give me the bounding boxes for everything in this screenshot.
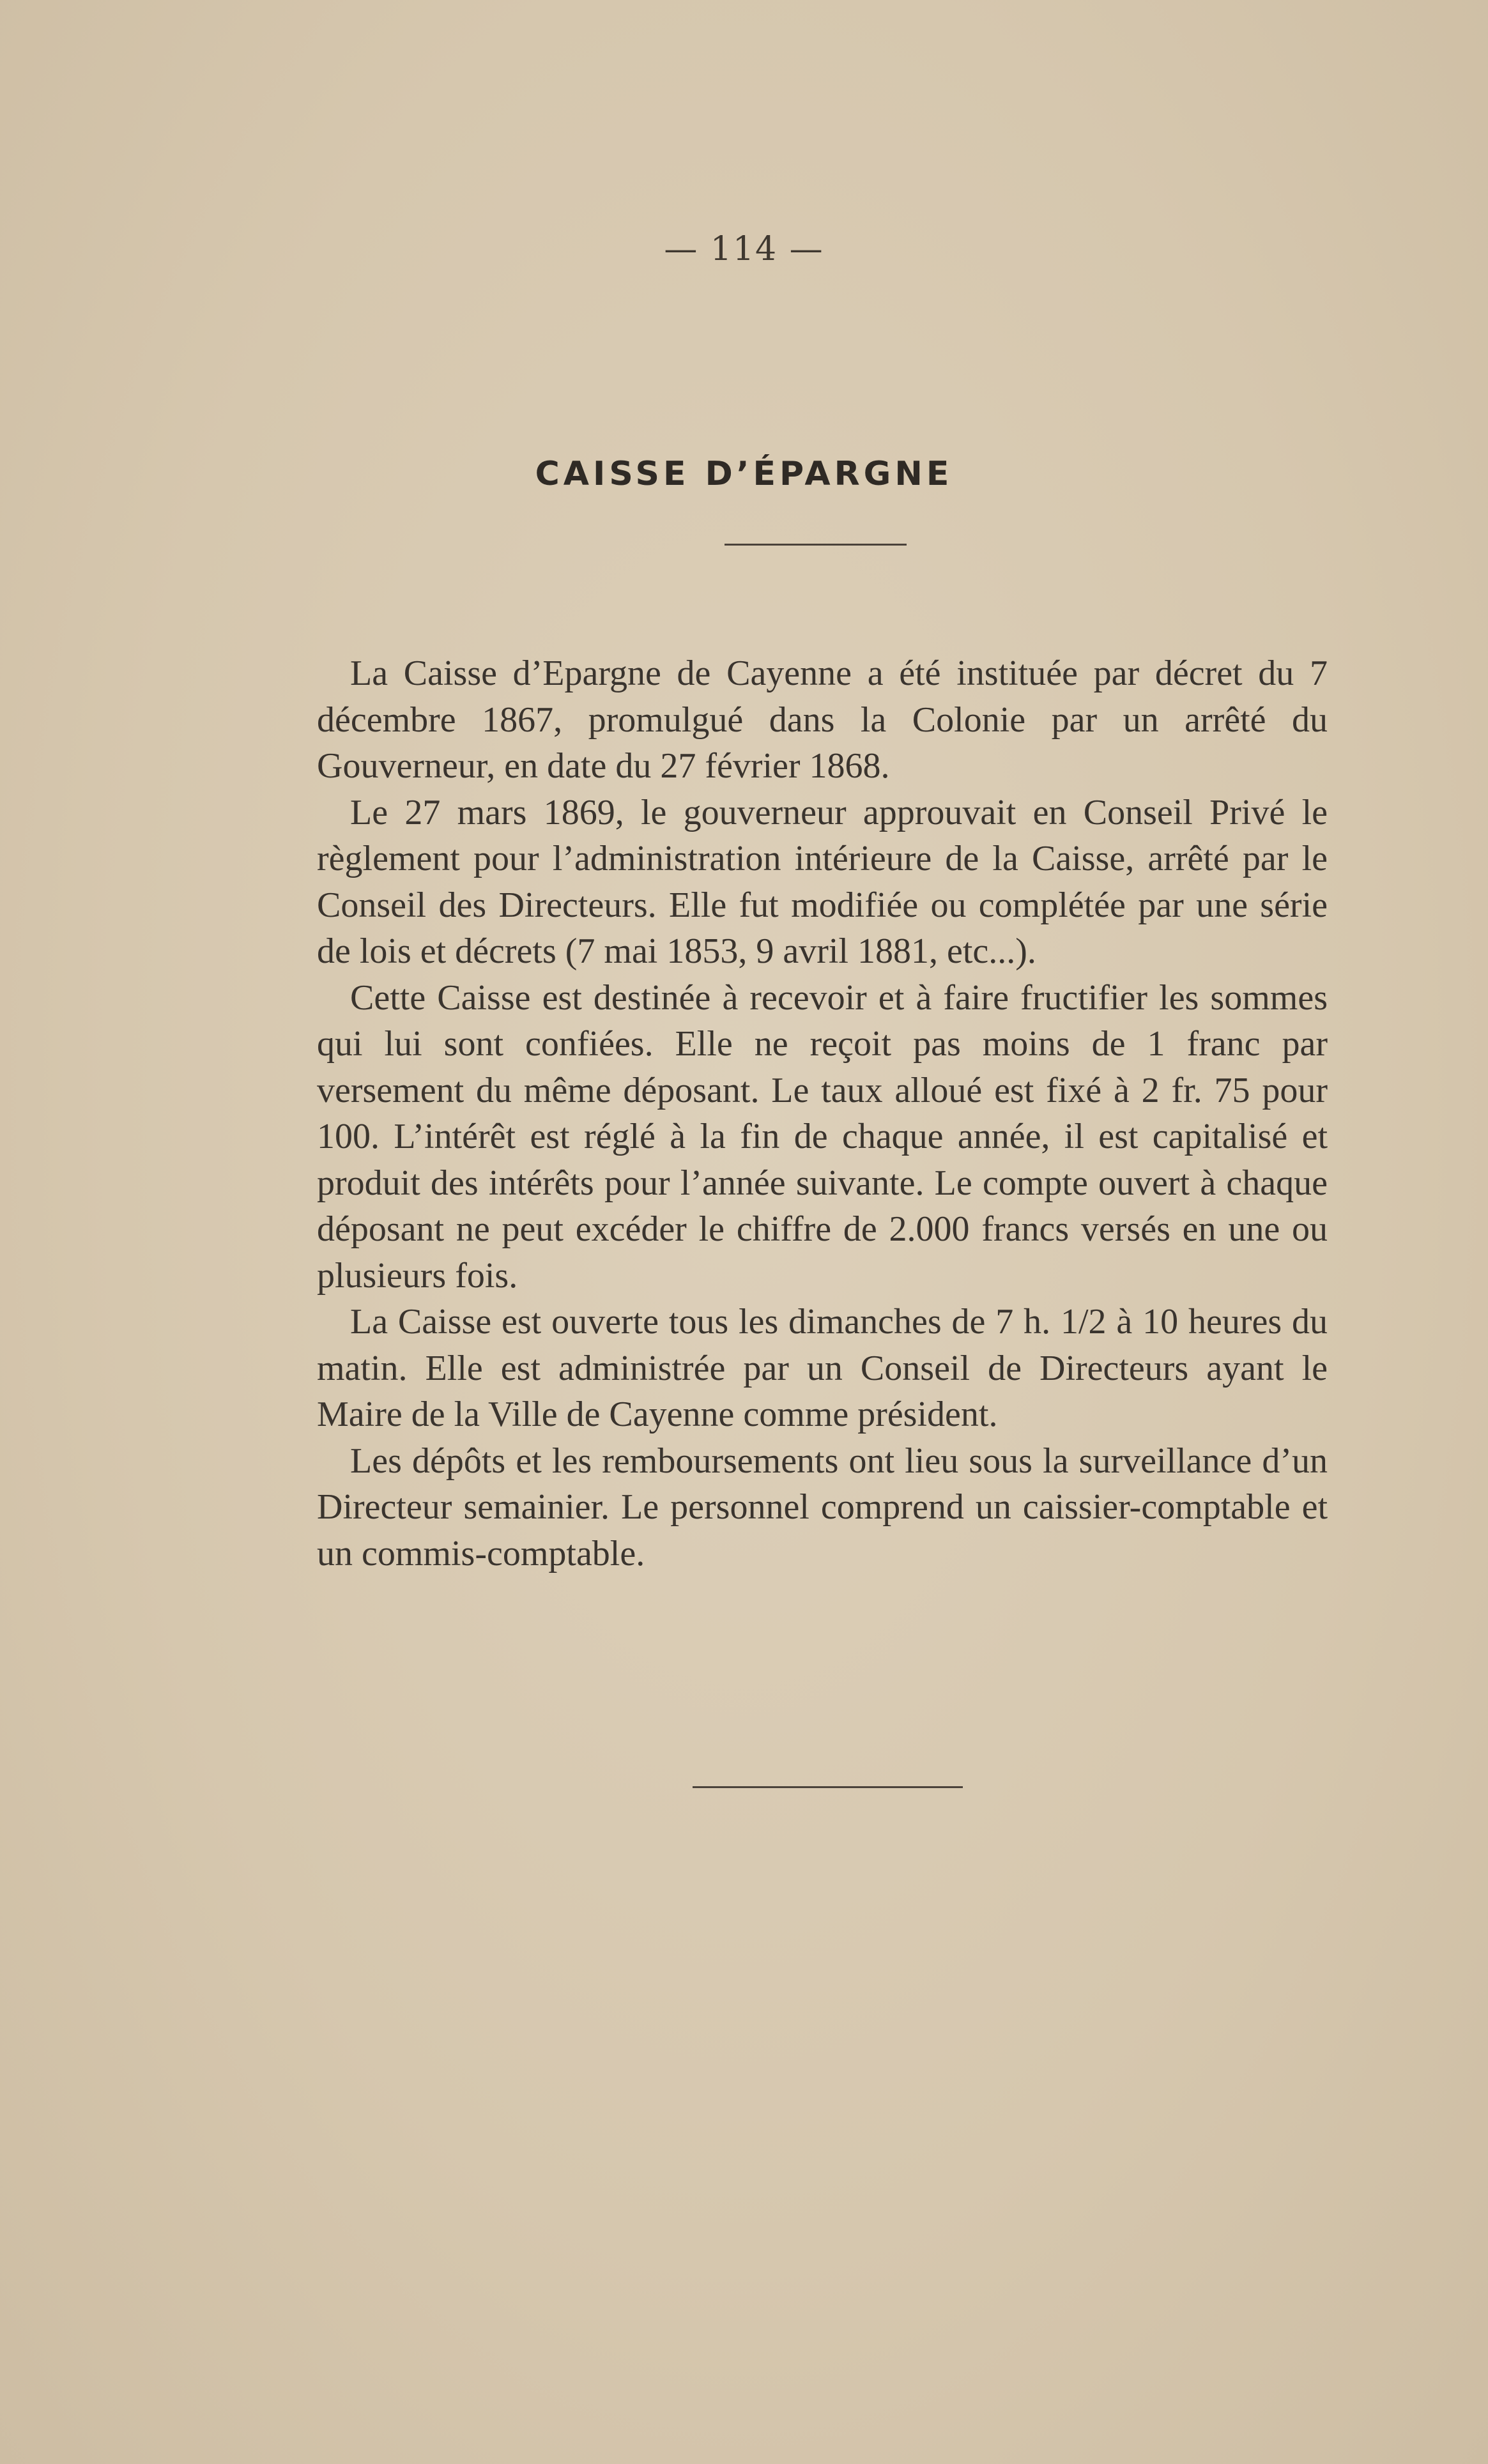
body-text	[317, 650, 1328, 1577]
section-title: CAISSE D’ÉPARGNE	[535, 455, 953, 493]
paragraph: Les dépôts et les remboursements ont lieu sous la surveillance d’un Directeur semainier. Le personnel comprend un caissier-comptable et un commis-comptable.	[317, 1441, 1328, 1573]
paragraph: Le 27 mars 1869, le gouverneur approuvait en Conseil Privé le règlement pour l’administration intérieure de la Caisse, arrêté par le Conseil des Directeurs. Elle fut modifiée ou complétée par une série de lois et décrets (7 mai 1853, 9 avril 1881, etc...).	[317, 792, 1328, 971]
paragraph: Cette Caisse est destinée à recevoir et à faire fructifier les sommes qui lui sont confiées. Elle ne reçoit pas moins de 1 franc par versement du même déposant. Le taux alloué est fixé à 2 fr. 75 pour 100. L’intérêt est réglé à la fin de chaque année, il est capitalisé et produit des intérêts pour l’année suivante. Le compte ouvert à chaque déposant ne peut excéder le chiffre de 2.000 francs versés en une ou plusieurs fois.	[317, 977, 1328, 1296]
page-number: — 114 —	[664, 230, 824, 268]
title-rule	[725, 544, 907, 546]
paragraph: La Caisse d’Epargne de Cayenne a été instituée par décret du 7 décembre 1867, promulgué dans la Colonie par un arrêté du Gouverneur, en date du 27 février 1868.	[317, 654, 1328, 786]
closing-rule	[693, 1786, 963, 1788]
paragraph: La Caisse est ouverte tous les dimanches de 7 h. 1/2 à 10 heures du matin. Elle est administrée par un Conseil de Directeurs ayant le Maire de la Ville de Cayenne comme président.	[317, 1302, 1328, 1434]
